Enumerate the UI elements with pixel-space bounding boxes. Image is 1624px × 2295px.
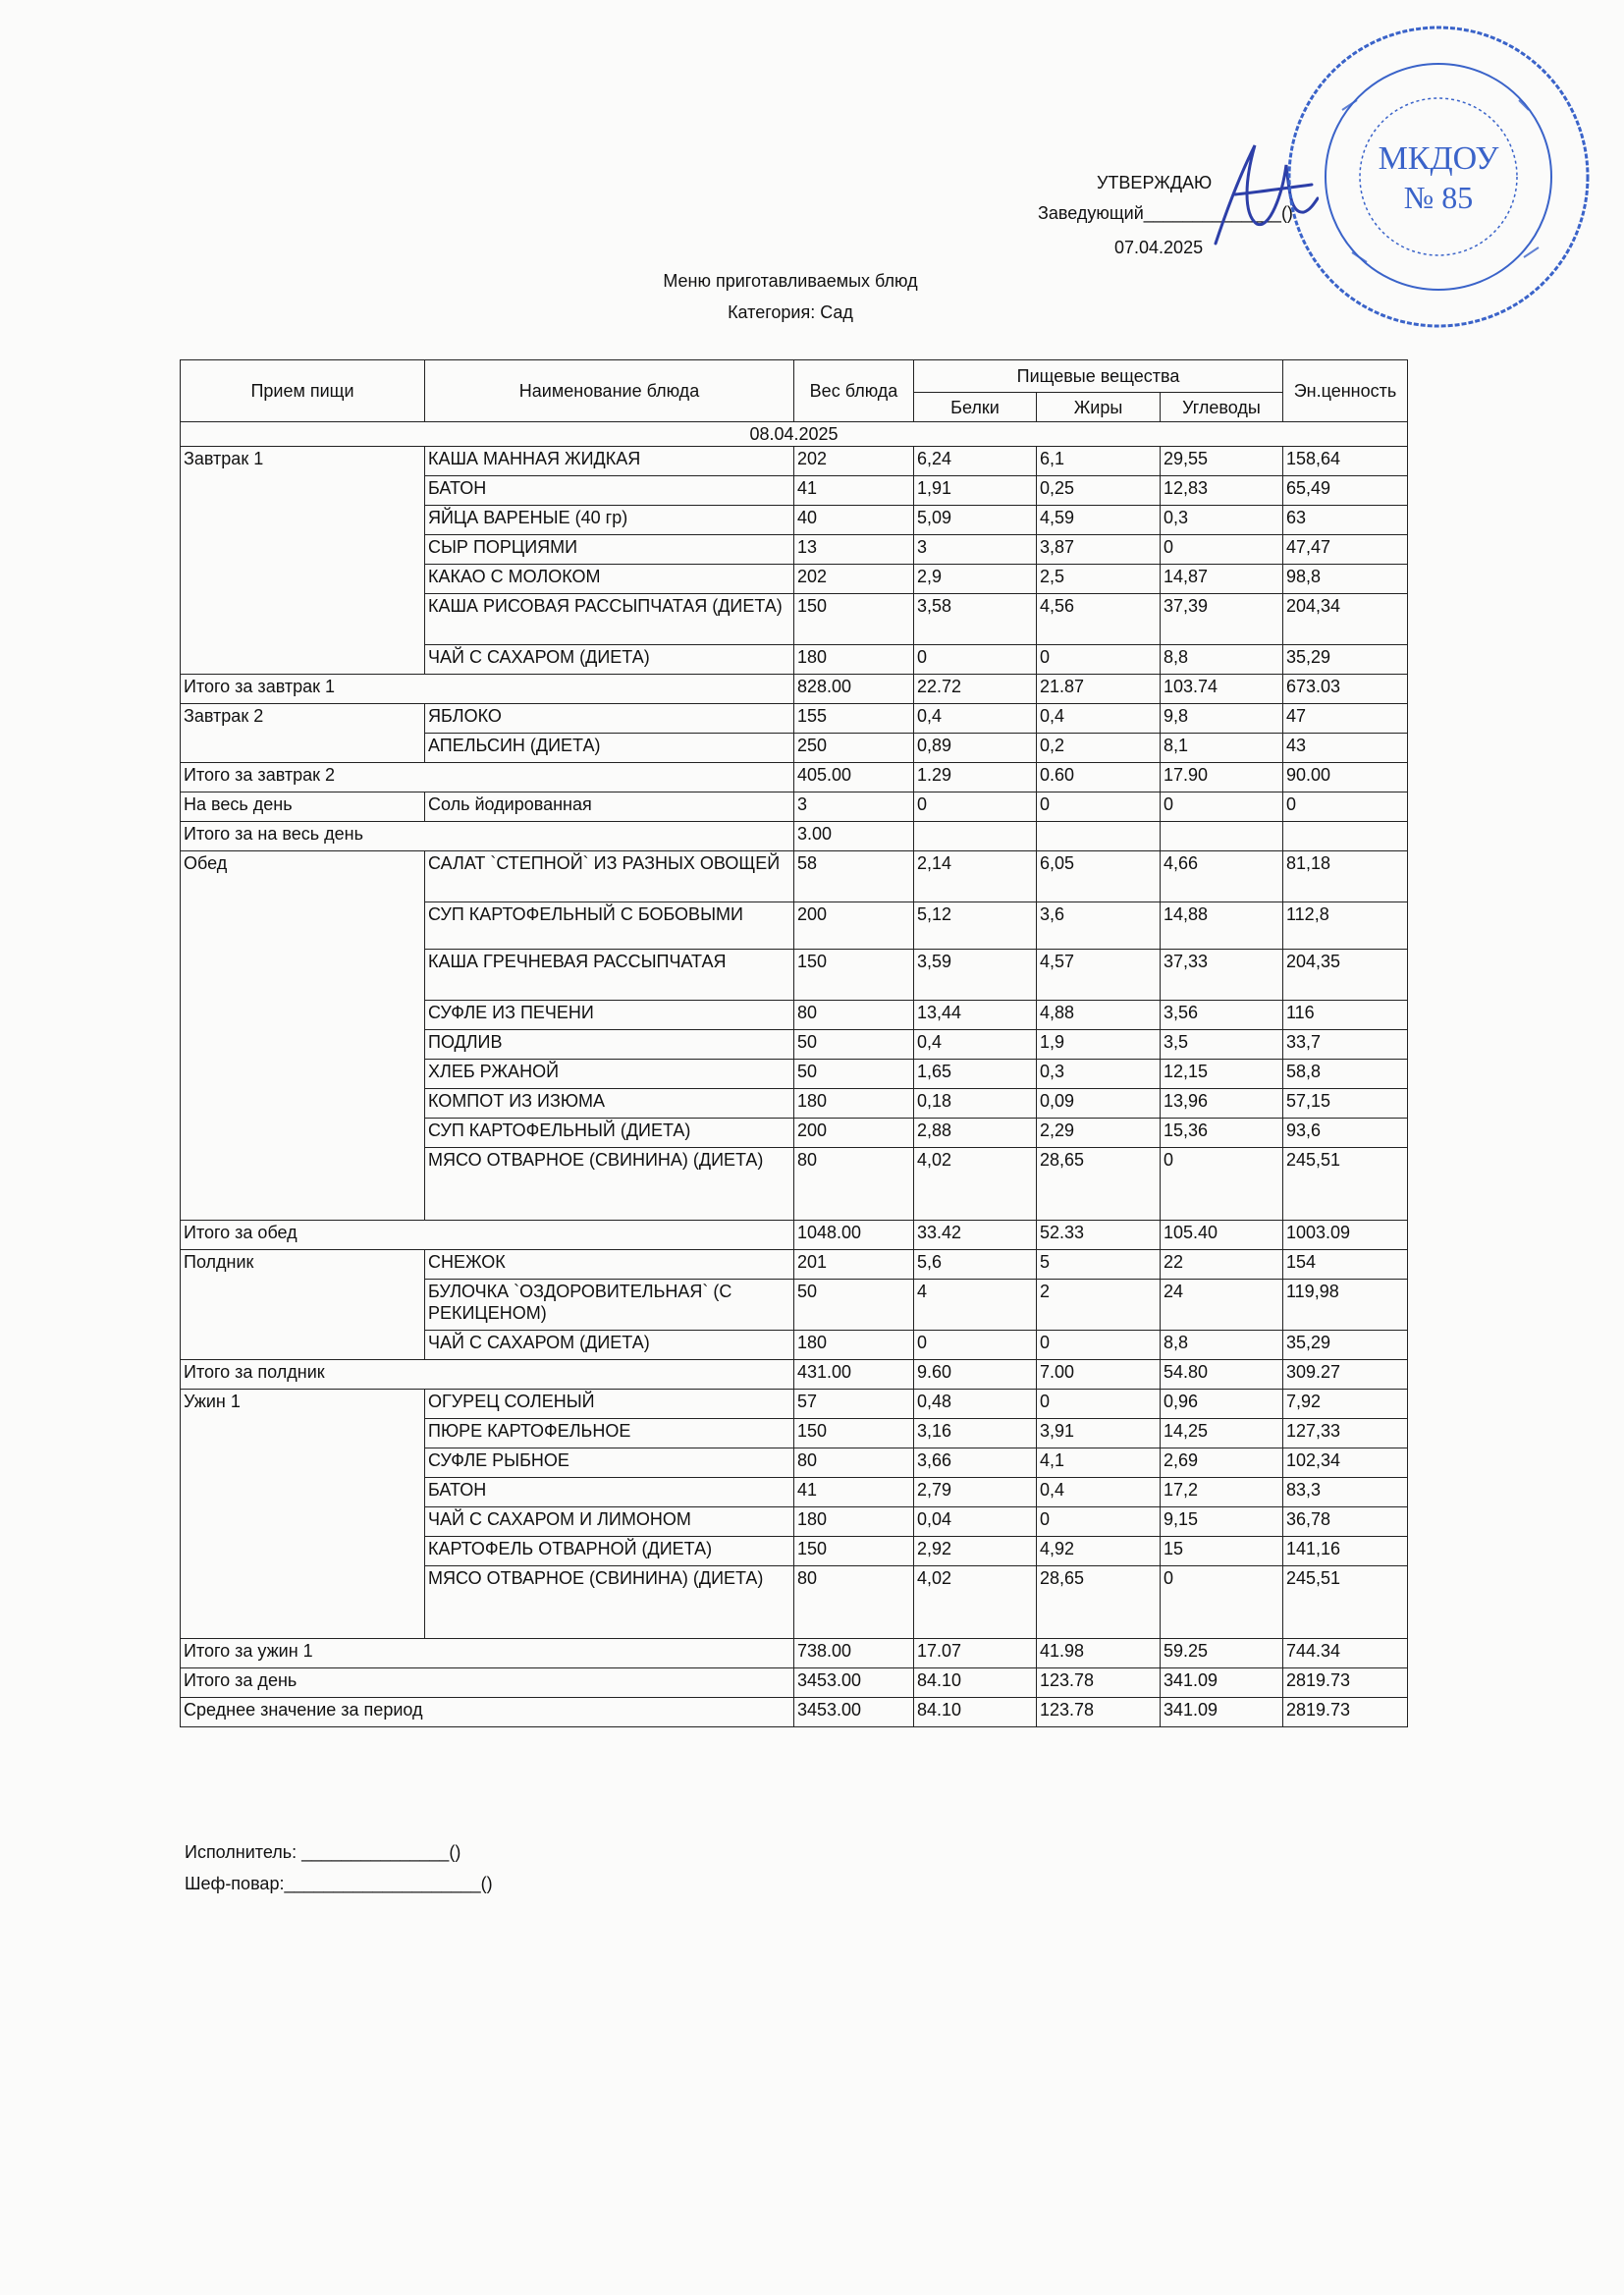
dish-carbs: 12,15 bbox=[1161, 1060, 1283, 1089]
dish-weight: 41 bbox=[794, 476, 914, 506]
stamp-center-bottom: № 85 bbox=[1403, 180, 1474, 215]
dish-carbs: 14,87 bbox=[1161, 565, 1283, 594]
dish-protein: 3,59 bbox=[914, 950, 1037, 1001]
meal-total-label: Итого за обед bbox=[181, 1221, 794, 1250]
dish-fat: 0 bbox=[1037, 1331, 1161, 1360]
dish-protein: 3 bbox=[914, 535, 1037, 565]
dish-name: ЧАЙ С САХАРОМ (ДИЕТА) bbox=[425, 645, 794, 675]
dish-carbs: 17,2 bbox=[1161, 1478, 1283, 1507]
dish-protein: 0 bbox=[914, 645, 1037, 675]
dish-protein: 6,24 bbox=[914, 447, 1037, 476]
meal-name: Обед bbox=[181, 851, 425, 1221]
dish-fat: 3,87 bbox=[1037, 535, 1161, 565]
dish-weight: 200 bbox=[794, 1119, 914, 1148]
dish-carbs: 37,39 bbox=[1161, 594, 1283, 645]
dish-protein: 2,79 bbox=[914, 1478, 1037, 1507]
meal-total-row bbox=[181, 1221, 1408, 1250]
dish-carbs: 8,8 bbox=[1161, 1331, 1283, 1360]
dish-energy: 47 bbox=[1283, 704, 1408, 734]
avg-total-protein: 84.10 bbox=[914, 1698, 1037, 1727]
dish-weight: 180 bbox=[794, 1089, 914, 1119]
meal-total-fat: 52.33 bbox=[1037, 1221, 1161, 1250]
dish-name: СУФЛЕ ИЗ ПЕЧЕНИ bbox=[425, 1001, 794, 1030]
dish-weight: 180 bbox=[794, 645, 914, 675]
executor-line bbox=[185, 1842, 460, 1863]
meal-total-label: Итого за полдник bbox=[181, 1360, 794, 1390]
executor-label: Исполнитель: bbox=[185, 1842, 298, 1862]
dish-carbs: 4,66 bbox=[1161, 851, 1283, 902]
day-total-label: Итого за день bbox=[181, 1668, 794, 1698]
chef-underline: ____________________ bbox=[284, 1874, 481, 1893]
chef-line bbox=[185, 1874, 493, 1894]
dish-carbs: 22 bbox=[1161, 1250, 1283, 1280]
approve-label: УТВЕРЖДАЮ bbox=[1097, 173, 1213, 192]
dish-fat: 0,25 bbox=[1037, 476, 1161, 506]
dish-name: КАША РИСОВАЯ РАССЫПЧАТАЯ (ДИЕТА) bbox=[425, 594, 794, 645]
avg-total-energy: 2819.73 bbox=[1283, 1698, 1408, 1727]
dish-protein: 2,92 bbox=[914, 1537, 1037, 1566]
dish-fat: 2,5 bbox=[1037, 565, 1161, 594]
head-label: Заведующий bbox=[1038, 203, 1144, 223]
dish-fat: 0,4 bbox=[1037, 704, 1161, 734]
header-fat: Жиры bbox=[1037, 393, 1161, 422]
meal-total-weight: 405.00 bbox=[794, 763, 914, 792]
dish-carbs: 15 bbox=[1161, 1537, 1283, 1566]
dish-protein: 0,18 bbox=[914, 1089, 1037, 1119]
meal-name: Полдник bbox=[181, 1250, 425, 1360]
meal-total-carbs bbox=[1161, 822, 1283, 851]
dish-name: АПЕЛЬСИН (ДИЕТА) bbox=[425, 734, 794, 763]
dish-weight: 3 bbox=[794, 792, 914, 822]
dish-fat: 1,9 bbox=[1037, 1030, 1161, 1060]
dish-weight: 80 bbox=[794, 1448, 914, 1478]
dish-protein: 2,14 bbox=[914, 851, 1037, 902]
dish-protein: 4 bbox=[914, 1280, 1037, 1331]
day-total-row bbox=[181, 1668, 1408, 1698]
dish-carbs: 0 bbox=[1161, 1566, 1283, 1639]
dish-carbs: 0,96 bbox=[1161, 1390, 1283, 1419]
dish-name: СНЕЖОК bbox=[425, 1250, 794, 1280]
dish-fat: 3,91 bbox=[1037, 1419, 1161, 1448]
dish-energy: 7,92 bbox=[1283, 1390, 1408, 1419]
dish-fat: 5 bbox=[1037, 1250, 1161, 1280]
dish-fat: 4,57 bbox=[1037, 950, 1161, 1001]
dish-energy: 154 bbox=[1283, 1250, 1408, 1280]
executor-paren: () bbox=[449, 1842, 461, 1862]
meal-total-weight: 3.00 bbox=[794, 822, 914, 851]
dish-name: ЯЙЦА ВАРЕНЫЕ (40 гр) bbox=[425, 506, 794, 535]
head-line: ______________ bbox=[1143, 203, 1281, 223]
meal-total-energy bbox=[1283, 822, 1408, 851]
meal-total-label: Итого за завтрак 1 bbox=[181, 675, 794, 704]
dish-weight: 50 bbox=[794, 1030, 914, 1060]
dish-carbs: 3,5 bbox=[1161, 1030, 1283, 1060]
dish-protein: 3,58 bbox=[914, 594, 1037, 645]
dish-carbs: 0 bbox=[1161, 535, 1283, 565]
table-row bbox=[181, 792, 1408, 822]
meal-total-energy: 744.34 bbox=[1283, 1639, 1408, 1668]
meal-total-protein: 9.60 bbox=[914, 1360, 1037, 1390]
dish-weight: 150 bbox=[794, 950, 914, 1001]
table-row bbox=[181, 704, 1408, 734]
table-row bbox=[181, 851, 1408, 902]
dish-fat: 0 bbox=[1037, 1390, 1161, 1419]
table-row bbox=[181, 447, 1408, 476]
dish-weight: 200 bbox=[794, 902, 914, 950]
meal-total-carbs: 105.40 bbox=[1161, 1221, 1283, 1250]
dish-energy: 63 bbox=[1283, 506, 1408, 535]
meal-total-energy: 1003.09 bbox=[1283, 1221, 1408, 1250]
header-weight: Вес блюда bbox=[794, 360, 914, 422]
dish-protein: 4,02 bbox=[914, 1148, 1037, 1221]
meal-total-fat: 41.98 bbox=[1037, 1639, 1161, 1668]
dish-energy: 93,6 bbox=[1283, 1119, 1408, 1148]
day-total-protein: 84.10 bbox=[914, 1668, 1037, 1698]
dish-weight: 202 bbox=[794, 565, 914, 594]
dish-carbs: 0,3 bbox=[1161, 506, 1283, 535]
meal-total-weight: 1048.00 bbox=[794, 1221, 914, 1250]
stamp-center-top: МКДОУ bbox=[1378, 140, 1499, 177]
meal-total-carbs: 103.74 bbox=[1161, 675, 1283, 704]
dish-energy: 119,98 bbox=[1283, 1280, 1408, 1331]
dish-energy: 35,29 bbox=[1283, 645, 1408, 675]
meal-total-weight: 431.00 bbox=[794, 1360, 914, 1390]
table-row bbox=[181, 1390, 1408, 1419]
dish-energy: 0 bbox=[1283, 792, 1408, 822]
dish-carbs: 13,96 bbox=[1161, 1089, 1283, 1119]
dish-energy: 127,33 bbox=[1283, 1419, 1408, 1448]
dish-protein: 4,02 bbox=[914, 1566, 1037, 1639]
meal-total-label: Итого за завтрак 2 bbox=[181, 763, 794, 792]
dish-fat: 4,88 bbox=[1037, 1001, 1161, 1030]
meal-total-weight: 738.00 bbox=[794, 1639, 914, 1668]
dish-protein: 3,16 bbox=[914, 1419, 1037, 1448]
header-energy: Эн.ценность bbox=[1283, 360, 1408, 422]
dish-carbs: 0 bbox=[1161, 1148, 1283, 1221]
dish-energy: 112,8 bbox=[1283, 902, 1408, 950]
dish-carbs: 14,88 bbox=[1161, 902, 1283, 950]
dish-carbs: 29,55 bbox=[1161, 447, 1283, 476]
meal-name: Завтрак 2 bbox=[181, 704, 425, 763]
document-category: Категория: Сад bbox=[728, 302, 853, 322]
dish-carbs: 8,8 bbox=[1161, 645, 1283, 675]
dish-fat: 4,59 bbox=[1037, 506, 1161, 535]
menu-table-body bbox=[181, 422, 1408, 1727]
header-protein: Белки bbox=[914, 393, 1037, 422]
approval-date: 07.04.2025 bbox=[1114, 238, 1204, 257]
meal-total-energy: 309.27 bbox=[1283, 1360, 1408, 1390]
dish-protein: 13,44 bbox=[914, 1001, 1037, 1030]
day-total-carbs: 341.09 bbox=[1161, 1668, 1283, 1698]
dish-weight: 40 bbox=[794, 506, 914, 535]
dish-name: КАША ГРЕЧНЕВАЯ РАССЫПЧАТАЯ bbox=[425, 950, 794, 1001]
dish-name: СУП КАРТОФЕЛЬНЫЙ (ДИЕТА) bbox=[425, 1119, 794, 1148]
dish-fat: 0,4 bbox=[1037, 1478, 1161, 1507]
dish-energy: 158,64 bbox=[1283, 447, 1408, 476]
dish-energy: 43 bbox=[1283, 734, 1408, 763]
header-meal: Прием пищи bbox=[181, 360, 425, 422]
avg-total-label: Среднее значение за период bbox=[181, 1698, 794, 1727]
dish-protein: 0,04 bbox=[914, 1507, 1037, 1537]
dish-protein: 3,66 bbox=[914, 1448, 1037, 1478]
dish-protein: 0,48 bbox=[914, 1390, 1037, 1419]
menu-date-row: 08.04.2025 bbox=[181, 422, 1408, 447]
dish-name: БАТОН bbox=[425, 1478, 794, 1507]
dish-fat: 0,2 bbox=[1037, 734, 1161, 763]
dish-carbs: 24 bbox=[1161, 1280, 1283, 1331]
meal-total-energy: 673.03 bbox=[1283, 675, 1408, 704]
dish-weight: 50 bbox=[794, 1280, 914, 1331]
dish-name: КАРТОФЕЛЬ ОТВАРНОЙ (ДИЕТА) bbox=[425, 1537, 794, 1566]
head-paren: () bbox=[1280, 203, 1293, 223]
meal-total-energy: 90.00 bbox=[1283, 763, 1408, 792]
meal-name: Завтрак 1 bbox=[181, 447, 425, 675]
meal-total-protein: 17.07 bbox=[914, 1639, 1037, 1668]
dish-weight: 80 bbox=[794, 1001, 914, 1030]
dish-energy: 57,15 bbox=[1283, 1089, 1408, 1119]
dish-fat: 28,65 bbox=[1037, 1566, 1161, 1639]
dish-weight: 201 bbox=[794, 1250, 914, 1280]
dish-energy: 102,34 bbox=[1283, 1448, 1408, 1478]
dish-fat: 0,09 bbox=[1037, 1089, 1161, 1119]
menu-table bbox=[180, 359, 1408, 1727]
avg-total-weight: 3453.00 bbox=[794, 1698, 914, 1727]
meal-total-fat: 21.87 bbox=[1037, 675, 1161, 704]
dish-energy: 33,7 bbox=[1283, 1030, 1408, 1060]
executor-underline: _______________ bbox=[301, 1842, 450, 1862]
dish-name: СУФЛЕ РЫБНОЕ bbox=[425, 1448, 794, 1478]
dish-weight: 13 bbox=[794, 535, 914, 565]
dish-weight: 250 bbox=[794, 734, 914, 763]
dish-name: ЧАЙ С САХАРОМ (ДИЕТА) bbox=[425, 1331, 794, 1360]
day-total-energy: 2819.73 bbox=[1283, 1668, 1408, 1698]
dish-energy: 98,8 bbox=[1283, 565, 1408, 594]
dish-energy: 245,51 bbox=[1283, 1148, 1408, 1221]
day-total-fat: 123.78 bbox=[1037, 1668, 1161, 1698]
dish-protein: 5,6 bbox=[914, 1250, 1037, 1280]
dish-weight: 150 bbox=[794, 1419, 914, 1448]
dish-weight: 58 bbox=[794, 851, 914, 902]
dish-name: КАКАО С МОЛОКОМ bbox=[425, 565, 794, 594]
dish-fat: 4,56 bbox=[1037, 594, 1161, 645]
meal-total-fat: 0.60 bbox=[1037, 763, 1161, 792]
chef-paren: () bbox=[480, 1874, 493, 1893]
dish-energy: 81,18 bbox=[1283, 851, 1408, 902]
meal-total-weight: 828.00 bbox=[794, 675, 914, 704]
meal-total-row bbox=[181, 675, 1408, 704]
meal-total-protein bbox=[914, 822, 1037, 851]
dish-weight: 50 bbox=[794, 1060, 914, 1089]
dish-energy: 245,51 bbox=[1283, 1566, 1408, 1639]
dish-name: ПОДЛИВ bbox=[425, 1030, 794, 1060]
meal-name: Ужин 1 bbox=[181, 1390, 425, 1639]
meal-total-fat bbox=[1037, 822, 1161, 851]
dish-weight: 80 bbox=[794, 1148, 914, 1221]
dish-weight: 41 bbox=[794, 1478, 914, 1507]
dish-name: МЯСО ОТВАРНОЕ (СВИНИНА) (ДИЕТА) bbox=[425, 1148, 794, 1221]
dish-weight: 155 bbox=[794, 704, 914, 734]
meal-total-fat: 7.00 bbox=[1037, 1360, 1161, 1390]
dish-fat: 28,65 bbox=[1037, 1148, 1161, 1221]
meal-total-protein: 33.42 bbox=[914, 1221, 1037, 1250]
dish-weight: 180 bbox=[794, 1331, 914, 1360]
dish-carbs: 3,56 bbox=[1161, 1001, 1283, 1030]
dish-carbs: 0 bbox=[1161, 792, 1283, 822]
dish-energy: 116 bbox=[1283, 1001, 1408, 1030]
dish-energy: 36,78 bbox=[1283, 1507, 1408, 1537]
dish-name: ХЛЕБ РЖАНОЙ bbox=[425, 1060, 794, 1089]
dish-carbs: 14,25 bbox=[1161, 1419, 1283, 1448]
meal-total-protein: 22.72 bbox=[914, 675, 1037, 704]
meal-total-carbs: 17.90 bbox=[1161, 763, 1283, 792]
meal-total-label: Итого за на весь день bbox=[181, 822, 794, 851]
dish-carbs: 2,69 bbox=[1161, 1448, 1283, 1478]
dish-protein: 5,09 bbox=[914, 506, 1037, 535]
dish-weight: 180 bbox=[794, 1507, 914, 1537]
dish-protein: 0,4 bbox=[914, 704, 1037, 734]
dish-name: ОГУРЕЦ СОЛЕНЫЙ bbox=[425, 1390, 794, 1419]
dish-protein: 0,4 bbox=[914, 1030, 1037, 1060]
dish-name: Соль йодированная bbox=[425, 792, 794, 822]
dish-protein: 1,65 bbox=[914, 1060, 1037, 1089]
header-carbs: Углеводы bbox=[1161, 393, 1283, 422]
dish-protein: 5,12 bbox=[914, 902, 1037, 950]
dish-fat: 6,05 bbox=[1037, 851, 1161, 902]
dish-fat: 0 bbox=[1037, 1507, 1161, 1537]
header-nutrients: Пищевые вещества bbox=[914, 360, 1283, 393]
meal-total-carbs: 59.25 bbox=[1161, 1639, 1283, 1668]
dish-name: МЯСО ОТВАРНОЕ (СВИНИНА) (ДИЕТА) bbox=[425, 1566, 794, 1639]
dish-energy: 141,16 bbox=[1283, 1537, 1408, 1566]
dish-energy: 65,49 bbox=[1283, 476, 1408, 506]
dish-weight: 150 bbox=[794, 1537, 914, 1566]
avg-total-carbs: 341.09 bbox=[1161, 1698, 1283, 1727]
dish-energy: 204,35 bbox=[1283, 950, 1408, 1001]
dish-name: СЫР ПОРЦИЯМИ bbox=[425, 535, 794, 565]
dish-carbs: 9,15 bbox=[1161, 1507, 1283, 1537]
dish-carbs: 9,8 bbox=[1161, 704, 1283, 734]
dish-fat: 0 bbox=[1037, 792, 1161, 822]
dish-fat: 0 bbox=[1037, 645, 1161, 675]
dish-fat: 4,1 bbox=[1037, 1448, 1161, 1478]
meal-total-row bbox=[181, 1639, 1408, 1668]
dish-carbs: 37,33 bbox=[1161, 950, 1283, 1001]
dish-weight: 80 bbox=[794, 1566, 914, 1639]
dish-name: САЛАТ `СТЕПНОЙ` ИЗ РАЗНЫХ ОВОЩЕЙ bbox=[425, 851, 794, 902]
dish-name: БУЛОЧКА `ОЗДОРОВИТЕЛЬНАЯ` (С РЕКИЦЕНОМ) bbox=[425, 1280, 794, 1331]
meal-total-carbs: 54.80 bbox=[1161, 1360, 1283, 1390]
dish-weight: 150 bbox=[794, 594, 914, 645]
dish-energy: 83,3 bbox=[1283, 1478, 1408, 1507]
dish-energy: 58,8 bbox=[1283, 1060, 1408, 1089]
avg-total-fat: 123.78 bbox=[1037, 1698, 1161, 1727]
dish-energy: 204,34 bbox=[1283, 594, 1408, 645]
header-dish: Наименование блюда bbox=[425, 360, 794, 422]
meal-total-row bbox=[181, 1360, 1408, 1390]
dish-fat: 2,29 bbox=[1037, 1119, 1161, 1148]
document-title: Меню приготавливаемых блюд bbox=[663, 271, 918, 291]
day-total-weight: 3453.00 bbox=[794, 1668, 914, 1698]
dish-fat: 4,92 bbox=[1037, 1537, 1161, 1566]
dish-fat: 3,6 bbox=[1037, 902, 1161, 950]
dish-carbs: 12,83 bbox=[1161, 476, 1283, 506]
meal-total-label: Итого за ужин 1 bbox=[181, 1639, 794, 1668]
dish-name: БАТОН bbox=[425, 476, 794, 506]
meal-name: На весь день bbox=[181, 792, 425, 822]
dish-name: КОМПОТ ИЗ ИЗЮМА bbox=[425, 1089, 794, 1119]
dish-protein: 2,88 bbox=[914, 1119, 1037, 1148]
dish-energy: 47,47 bbox=[1283, 535, 1408, 565]
meal-total-row bbox=[181, 822, 1408, 851]
dish-protein: 0,89 bbox=[914, 734, 1037, 763]
dish-weight: 202 bbox=[794, 447, 914, 476]
dish-protein: 0 bbox=[914, 1331, 1037, 1360]
dish-name: КАША МАННАЯ ЖИДКАЯ bbox=[425, 447, 794, 476]
dish-protein: 0 bbox=[914, 792, 1037, 822]
dish-fat: 6,1 bbox=[1037, 447, 1161, 476]
dish-carbs: 15,36 bbox=[1161, 1119, 1283, 1148]
dish-name: ЧАЙ С САХАРОМ И ЛИМОНОМ bbox=[425, 1507, 794, 1537]
dish-protein: 1,91 bbox=[914, 476, 1037, 506]
dish-fat: 2 bbox=[1037, 1280, 1161, 1331]
table-row bbox=[181, 1250, 1408, 1280]
dish-fat: 0,3 bbox=[1037, 1060, 1161, 1089]
period-average-row bbox=[181, 1698, 1408, 1727]
dish-weight: 57 bbox=[794, 1390, 914, 1419]
dish-name: ЯБЛОКО bbox=[425, 704, 794, 734]
dish-protein: 2,9 bbox=[914, 565, 1037, 594]
dish-name: ПЮРЕ КАРТОФЕЛЬНОЕ bbox=[425, 1419, 794, 1448]
chef-label: Шеф-повар: bbox=[185, 1874, 285, 1893]
dish-carbs: 8,1 bbox=[1161, 734, 1283, 763]
dish-name: СУП КАРТОФЕЛЬНЫЙ С БОБОВЫМИ bbox=[425, 902, 794, 950]
dish-energy: 35,29 bbox=[1283, 1331, 1408, 1360]
meal-total-protein: 1.29 bbox=[914, 763, 1037, 792]
meal-total-row bbox=[181, 763, 1408, 792]
